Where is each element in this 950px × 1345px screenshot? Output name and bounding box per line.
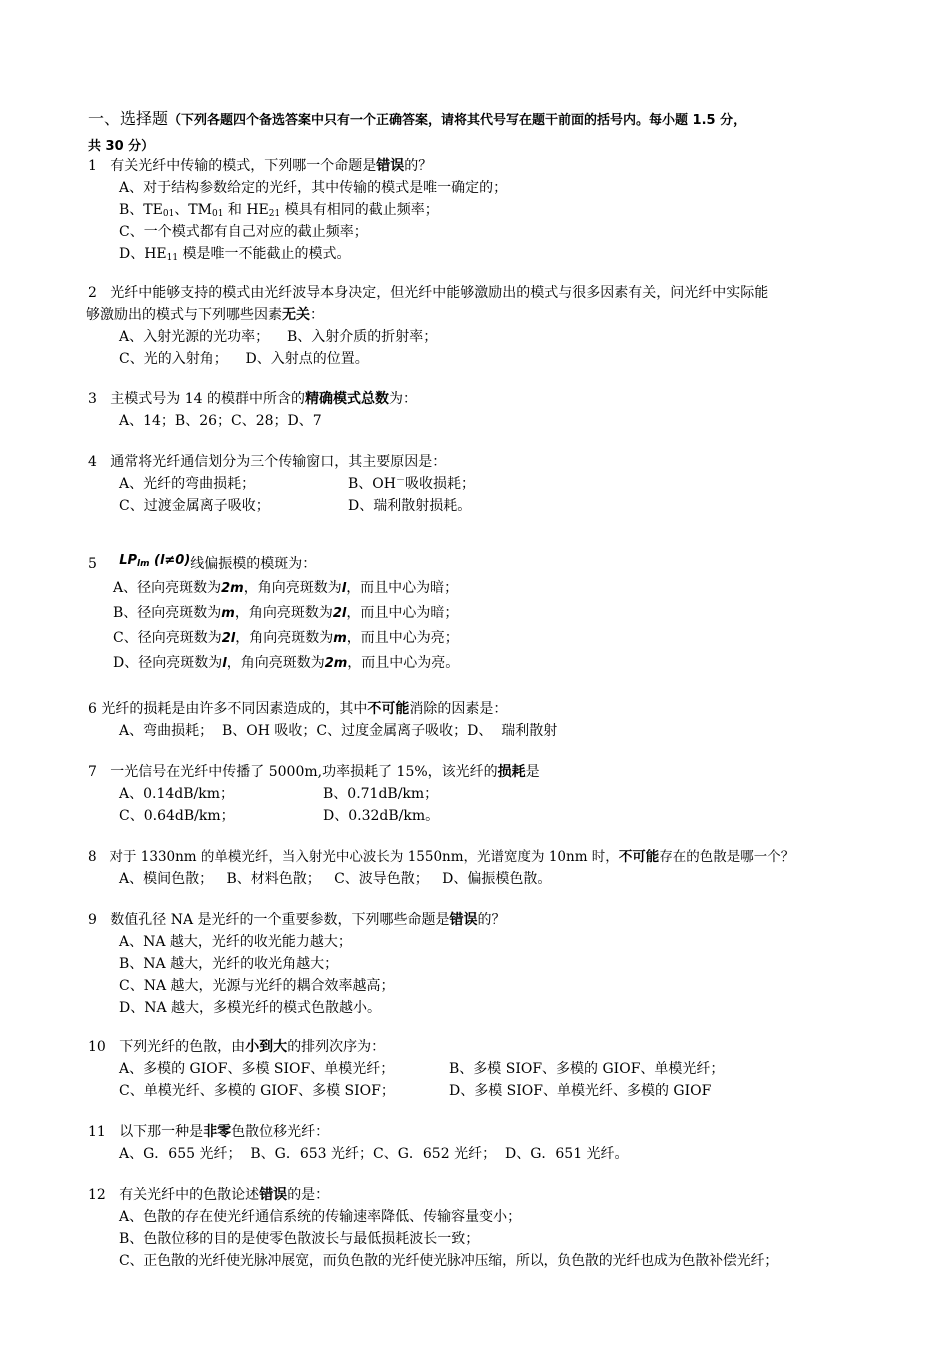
option-text: D、HE (119, 246, 167, 262)
question-number: 10 (88, 1039, 106, 1055)
question-12 (88, 1184, 913, 1272)
option-a: A、色散的存在使光纤通信系统的传输速率降低、传输容量变小； (119, 1209, 522, 1225)
option-c: C、NA 越大，光源与光纤的耦合效率越高； (119, 978, 395, 994)
question-number: 7 (88, 764, 97, 780)
question-number: 4 (88, 454, 97, 470)
option-d: D、NA 越大，多模光纤的模式色散越小。 (119, 1000, 382, 1016)
stem-text: 下列光纤的色散，由 (119, 1039, 246, 1055)
option-a: A、NA 越大，光纤的收光能力越大； (119, 934, 352, 950)
option-row (88, 805, 913, 827)
question-number: 8 (88, 849, 97, 865)
stem-text: 数值孔径 NA 是光纤的一个重要参数，下列哪些命题是 (110, 912, 450, 928)
question-number: 5 (88, 556, 97, 572)
option-text: B、径向亮斑数为 (113, 605, 222, 621)
option-a (88, 576, 913, 601)
option-b: B、NA 越大，光纤的收光角越大； (119, 956, 339, 972)
question-stem-cont (86, 304, 913, 326)
option-c: C、光的入射角； (119, 351, 228, 367)
question-number: 9 (88, 912, 97, 928)
subscript: 11 (166, 253, 179, 263)
question-number: 12 (88, 1187, 106, 1203)
stem-text: 线偏振模的模斑为： (190, 556, 317, 572)
stem-text-end: 消除的因素是： (409, 701, 508, 717)
option-text: ，而且中心为亮。 (347, 655, 460, 671)
option-a: A、对于结构参数给定的光纤，其中传输的模式是唯一确定的； (119, 180, 508, 196)
question-number: 11 (88, 1124, 106, 1140)
option-text: ，角向亮斑数为 (234, 605, 333, 621)
section-header (88, 107, 918, 159)
question-number: 2 (88, 285, 97, 301)
stem-emphasis: 错误 (259, 1187, 288, 1203)
option-b: B、0.71dB/km； (323, 786, 439, 802)
stem-text-end: 的排列次序为： (287, 1039, 386, 1055)
question-stem (88, 846, 913, 868)
option-c: C、单模光纤、多模的 GIOF、多模 SIOF； (119, 1083, 395, 1099)
stem-text: 有关光纤中传输的模式，下列哪一个命题是 (110, 158, 377, 174)
stem-emphasis: 无关 (282, 307, 310, 323)
stem-text: 够激励出的模式与下列哪些因素 (86, 307, 282, 323)
option-text: B、OH (348, 476, 396, 492)
question-stem (88, 546, 913, 576)
stem-emphasis: 精确模式总数 (305, 391, 389, 407)
question-stem (88, 451, 913, 473)
option-text: 和 HE (223, 202, 269, 218)
question-stem (88, 909, 913, 931)
formula-value: m (221, 606, 235, 621)
stem-emphasis: 损耗 (497, 764, 526, 780)
formula-lp: LP (119, 553, 137, 568)
option-text: 吸收损耗； (405, 476, 475, 492)
option-text: 模是唯一不能截止的模式。 (178, 246, 351, 262)
stem-emphasis: 非零 (203, 1124, 232, 1140)
option-text: ，角向亮斑数为 (226, 655, 325, 671)
stem-text: 通常将光纤通信划分为三个传输窗口，其主要原因是： (110, 454, 447, 470)
option-c (88, 626, 913, 651)
question-1 (88, 155, 913, 265)
option-text: C、径向亮斑数为 (113, 630, 222, 646)
option-row (88, 326, 913, 348)
question-10 (88, 1036, 913, 1102)
options: A、模间色散； B、材料色散； C、波导色散； D、偏振模色散。 (119, 871, 552, 887)
formula-value: 2m (221, 581, 244, 596)
question-number: 3 (88, 391, 97, 407)
option-c: C、一个模式都有自己对应的截止频率； (119, 224, 368, 240)
stem-text-end: ： (310, 307, 324, 323)
option-row (88, 1080, 913, 1102)
option-d: D、0.32dB/km。 (323, 808, 440, 824)
question-8 (88, 846, 913, 890)
option-a: A、多模的 GIOF、多模 SIOF、单模光纤； (119, 1061, 395, 1077)
section-instructions-cont: 共 30 分） (88, 139, 155, 154)
question-stem (88, 1184, 913, 1206)
question-stem (88, 761, 913, 783)
formula-image (119, 546, 190, 576)
stem-text: 以下那一种是 (119, 1124, 204, 1140)
stem-emphasis: 不可能 (618, 849, 660, 865)
subscript: 01 (212, 209, 224, 219)
option-text: 、TM (174, 202, 212, 218)
option-row (88, 348, 913, 370)
option-d (88, 243, 913, 265)
option-a: A、0.14dB/km； (119, 786, 235, 802)
subscript: 01 (162, 209, 175, 219)
formula-value: l (341, 581, 347, 596)
option-row (88, 495, 913, 517)
question-number: 6 (88, 701, 97, 717)
option-b: B、多模 SIOF、多模的 GIOF、单模光纤； (449, 1061, 725, 1077)
question-number: 1 (88, 158, 97, 174)
question-stem (88, 282, 913, 304)
option-text: 模具有相同的截止频率； (280, 202, 439, 218)
option-text: B、TE (119, 202, 163, 218)
question-stem (88, 155, 913, 177)
option-d: D、多模 SIOF、单模光纤、多模的 GIOF (449, 1083, 712, 1099)
question-5 (88, 546, 913, 676)
stem-text: 主模式号为 14 的模群中所含的 (110, 391, 305, 407)
options: A、G．655 光纤； B、G．653 光纤；C、G．652 光纤； D、G．651 光纤。 (119, 1146, 629, 1162)
stem-text: 光纤中能够支持的模式由光纤波导本身决定，但光纤中能够激励出的模式与很多因素有关，问光纤中实际能 (110, 285, 769, 301)
option-row (88, 783, 913, 805)
option-b (88, 199, 913, 221)
option-text: ，而且中心为暗； (346, 605, 459, 621)
stem-text-end: 存在的色散是哪一个？ (659, 849, 795, 865)
option-c: C、过渡金属离子吸收； (119, 498, 270, 514)
option-a: A、入射光源的光功率； (119, 329, 270, 345)
stem-emphasis: 不可能 (367, 701, 410, 717)
option-b (348, 476, 475, 492)
stem-text: 一光信号在光纤中传播了 5000m,功率损耗了 15%，该光纤的 (110, 764, 498, 780)
stem-text: 有关光纤中的色散论述 (119, 1187, 260, 1203)
question-stem (88, 698, 913, 720)
option-b: B、入射介质的折射率； (286, 329, 438, 345)
option-text: ，而且中心为暗； (346, 580, 459, 596)
stem-emphasis: 错误 (449, 912, 478, 928)
subscript: 21 (268, 209, 281, 219)
section-instructions: （下列各题四个备选答案中只有一个正确答案，请将其代号写在题干前面的括号内。每小题 1.5 分， (168, 113, 747, 128)
question-7 (88, 761, 913, 827)
options: A、弯曲损耗； B、OH 吸收；C、过度金属离子吸收；D、 瑞利散射 (119, 723, 558, 739)
section-title: 一、选择题 (88, 109, 169, 128)
option-row (88, 473, 913, 495)
question-3 (88, 388, 913, 432)
formula-value: l (222, 656, 227, 671)
formula-value: 2l (332, 606, 347, 621)
stem-emphasis: 错误 (376, 158, 405, 174)
option-d: D、瑞利散射损耗。 (348, 498, 472, 514)
option-c: C、正色散的光纤使光脉冲展宽，而负色散的光纤使光脉冲压缩，所以，负色散的光纤也成为色散补偿光纤； (119, 1253, 779, 1269)
question-11 (88, 1121, 913, 1165)
option-d (88, 651, 913, 676)
stem-text: 光纤的损耗是由许多不同因素造成的，其中 (101, 701, 368, 717)
formula-condition: (l≠0) (154, 553, 191, 568)
superscript: － (395, 476, 405, 486)
question-2 (88, 282, 913, 370)
option-text: ，角向亮斑数为 (243, 580, 342, 596)
option-c: C、0.64dB/km； (119, 808, 235, 824)
formula-value: 2m (324, 656, 348, 671)
question-9 (88, 909, 913, 1019)
question-stem (88, 388, 913, 410)
stem-text: 对于 1330nm 的单模光纤，当入射光中心波长为 1550nm，光谱宽度为 10nm 时， (109, 849, 619, 865)
question-6 (88, 698, 913, 742)
option-row (88, 1058, 913, 1080)
formula-subscript: lm (137, 559, 150, 569)
option-text: ，角向亮斑数为 (235, 630, 334, 646)
option-a: A、光纤的弯曲损耗； (119, 476, 256, 492)
stem-text-end: 的是： (287, 1187, 330, 1203)
formula-value: 2l (221, 631, 236, 646)
stem-text-end: 为： (389, 391, 417, 407)
stem-text-end: 的？ (477, 912, 506, 928)
options: A、14；B、26；C、28；D、7 (119, 413, 322, 429)
question-stem (88, 1121, 913, 1143)
option-d: D、入射点的位置。 (245, 351, 369, 367)
option-text: ，而且中心为亮； (346, 630, 459, 646)
stem-text-end: 的？ (404, 158, 433, 174)
option-b (88, 601, 913, 626)
stem-text-end: 色散位移光纤： (231, 1124, 330, 1140)
question-4 (88, 451, 913, 517)
option-b: B、色散位移的目的是使零色散波长与最低损耗波长一致； (119, 1231, 480, 1247)
option-text: A、径向亮斑数为 (113, 580, 222, 596)
formula-value: m (333, 631, 347, 646)
option-text: D、径向亮斑数为 (113, 655, 223, 671)
stem-text-end: 是 (525, 764, 540, 780)
stem-emphasis: 小到大 (245, 1039, 288, 1055)
question-stem (88, 1036, 913, 1058)
